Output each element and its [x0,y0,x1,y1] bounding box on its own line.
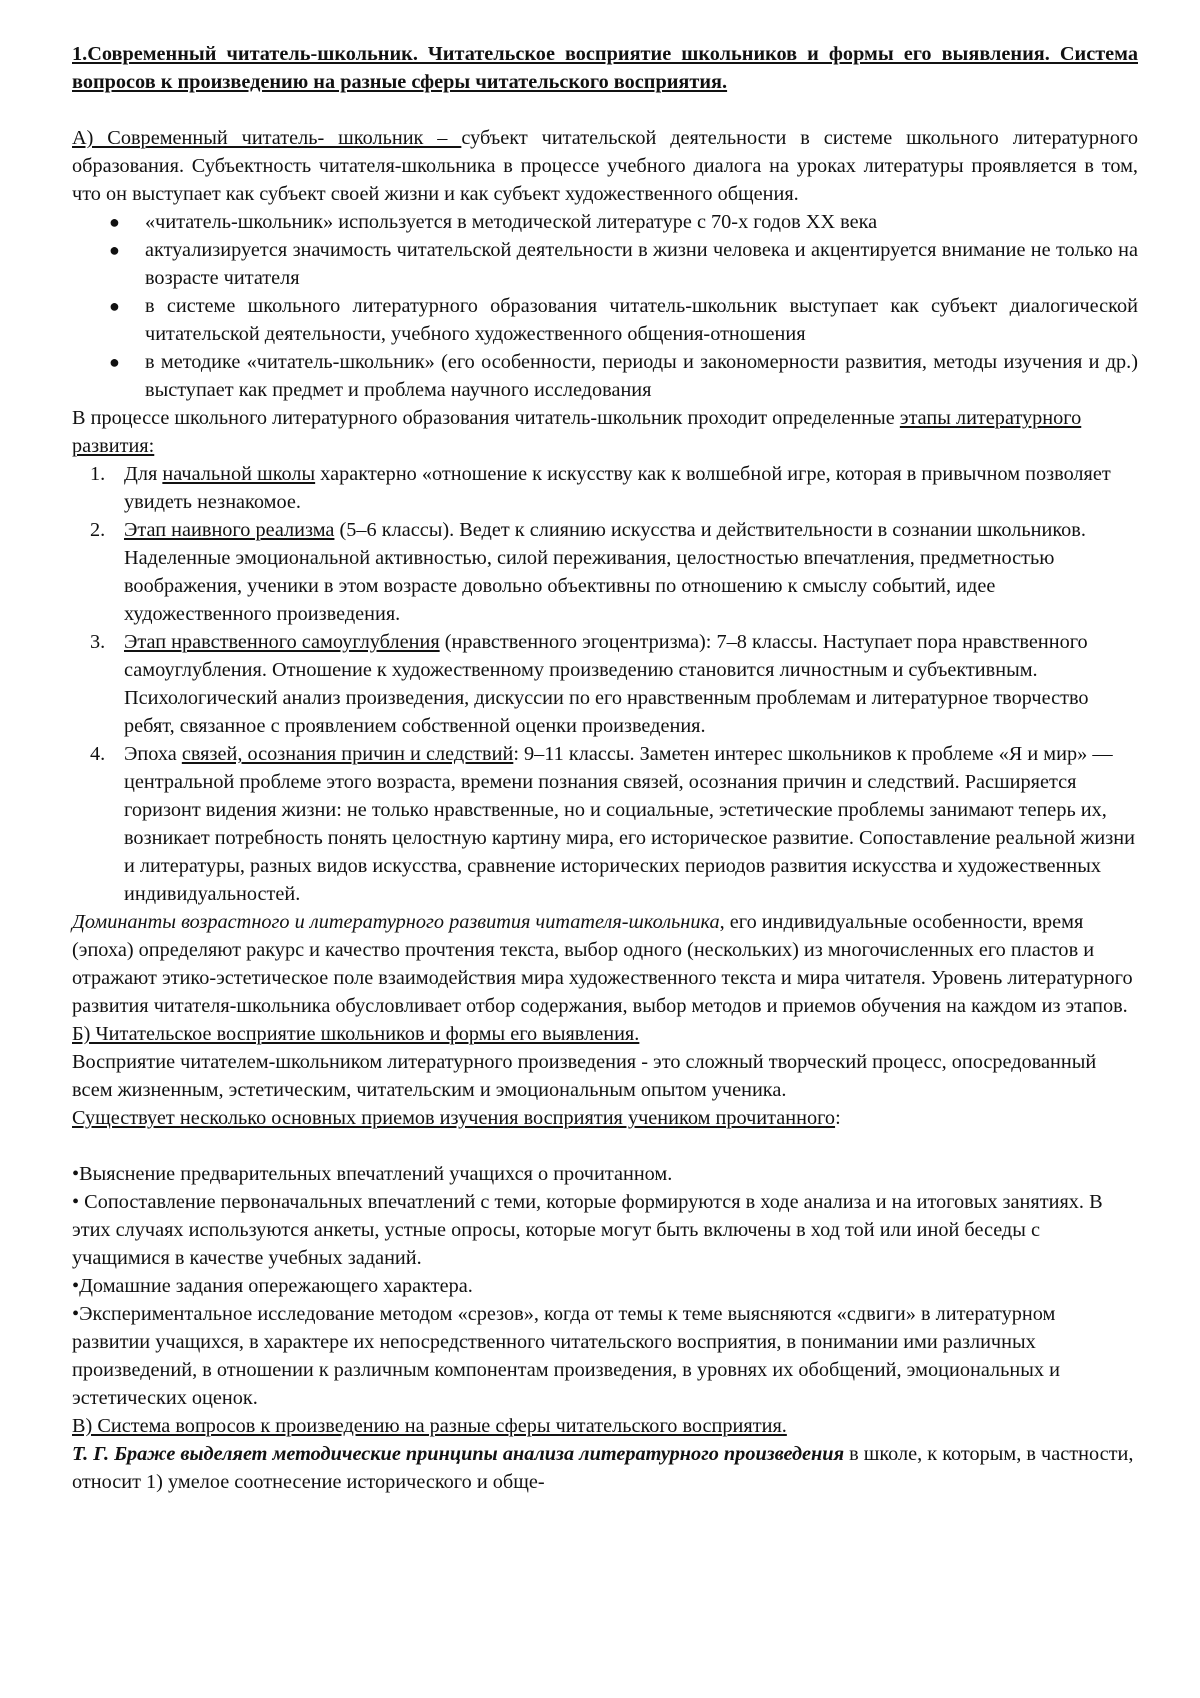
methods-intro [72,1104,1138,1132]
list-item [109,292,1138,348]
list-item [90,460,1138,516]
stages-intro [72,404,1138,460]
list-item: •Выяснение предварительных впечатлений учащихся о прочитанном. [72,1163,673,1185]
list-number: 4. [90,743,106,765]
list-item [109,236,1138,292]
list-item: •Домашние задания опережающего характера. [72,1275,473,1297]
stage-name: Этап наивного реализма [124,519,335,541]
section-c-text: в школе, к которым, в частности, относит 1) умелое соотнесение исторического и обще- [72,1443,1134,1493]
bullet-icon: ● [109,296,120,316]
stage-text-after: (нравственного эгоцентризма): 7–8 классы. Наступает пора нравственного самоуглубления. Отношение к художественному произведению становится личностным и субъективным. Психологический анализ произведения, дискуссии по его нравственным проблемам и литературное творчество ребят, связанное с проявлением собственной оценки произведения. [124,631,1089,737]
list-item [90,628,1138,740]
list-item: •Экспериментальное исследование методом «срезов», когда от темы к теме выясняются «сдвиги» в литературном развитии учащихся, в характере их непосредственного читательского восприятия, в понимании ими различных произведений, в отношении к различным компонентам произведения, в уровнях их обобщений, эмоциональных и эстетических оценок. [72,1303,1060,1409]
list-item-text: «читатель-школьник» используется в методической литературе с 70-х годов ХХ века [145,211,878,233]
dominants-text: , его индивидуальные особенности, время (эпоха) определяют ракурс и качество прочтения текста, выбор одного (нескольких) из многочисленных его пластов и отражают этико-эстетическое поле взаимодействия мира художественного текста и мира читателя. Уровень литературного развития читателя-школьника обусловливает отбор содержания, выбор методов и приемов обучения на каждом из этапов. [72,911,1133,1017]
section-a-bullet-list [72,208,1138,404]
list-item [109,348,1138,404]
list-item [90,740,1138,908]
section-b-heading: Б) Читательское восприятие школьников и формы его выявления. [72,1023,640,1045]
list-number: 2. [90,519,106,541]
section-c-heading: В) Система вопросов к произведению на разные сферы читательского восприятия. [72,1415,787,1437]
spacer [72,96,1138,124]
section-c-bold-italic: Т. Г. Браже выделяет методические принципы анализа литературного произведения [72,1443,845,1465]
section-a-paragraph [72,124,1138,208]
methods-intro-colon: : [835,1107,841,1129]
list-item [109,208,1138,236]
section-b-text: Восприятие читателем-школьником литературного произведения - это сложный творческий процесс, опосредованный всем жизненным, эстетическим, читательским и эмоциональным опытом ученика. [72,1051,1097,1101]
list-item [90,516,1138,628]
bullet-icon: ● [109,212,120,232]
stage-text-before: Для [124,463,163,485]
bullet-icon: ● [109,352,120,372]
stages-intro-underlined: этапы литературного развития: [72,407,1082,457]
page-title: 1.Современный читатель-школьник. Читательское восприятие школьников и формы его выявления. Система вопросов к произведению на разные сферы читательского восприятия. [72,43,1138,93]
stage-text-before: Эпоха [124,743,182,765]
list-item-text: в системе школьного литературного образования читатель-школьник выступает как субъект диалогической читательской деятельности, учебного художественного общения-отношения [145,295,1138,345]
bullet-icon: ● [109,240,120,260]
stage-name: начальной школы [162,463,316,485]
list-item-text: актуализируется значимость читательской деятельности в жизни человека и акцентируется внимание не только на возрасте читателя [145,239,1138,289]
list-item: • Сопоставление первоначальных впечатлений с теми, которые формируются в ходе анализа и на итоговых занятиях. В этих случаях используются анкеты, устные опросы, которые могут быть включены в ход той или иной беседы с учащимися в качестве учебных заданий. [72,1191,1103,1269]
methods-intro-text: Существует несколько основных приемов изучения восприятия учеником прочитанного [72,1107,836,1129]
stage-text-after: (5–6 классы). Ведет к слиянию искусства и действительности в сознании школьников. Наделенные эмоциональной активностью, силой переживания, целостностью впечатления, предметностью воображения, ученики в этом возрасте довольно объективны по отношению к смыслу событий, идее художественного произведения. [124,519,1086,625]
stage-name: Этап нравственного самоуглубления [124,631,440,653]
section-a-heading: А) Современный читатель- школьник – [72,127,462,149]
stage-text-after: : 9–11 классы. Заметен интерес школьников к проблеме «Я и мир» — центральной проблеме этого возраста, времени познания связей, осознания причин и следствий. Расширяется горизонт видения жизни: не только нравственные, но и социальные, эстетические проблемы занимают теперь их, возникает потребность понять целостную картину мира, его историческое развитие. Сопоставление реальной жизни и литературы, разных видов искусства, сравнение исторических периодов развития искусства и художественных индивидуальностей. [124,743,1135,905]
section-a-text: субъект читательской деятельности в системе школьного литературного образования. Субъектность читателя-школьника в процессе учебного диалога на уроках литературы проявляется в том, что он выступает как субъект своей жизни и как субъект художественного общения. [72,127,1138,205]
stages-intro-text: В процессе школьного литературного образования читатель-школьник проходит определенные [72,407,900,429]
section-c-paragraph [72,1440,1138,1496]
list-number: 3. [90,631,106,653]
dominants-italic: Доминанты возрастного и литературного развития читателя-школьника [72,911,720,933]
spacer [72,1132,1138,1160]
stage-name: связей, осознания причин и следствий [181,743,514,765]
list-item-text: в методике «читатель-школьник» (его особенности, периоды и закономерности развития, методы изучения и др.) выступает как предмет и проблема научного исследования [145,351,1138,401]
dominants-paragraph [72,908,1138,1020]
list-number: 1. [90,463,106,485]
stage-text-after: характерно «отношение к искусству как к волшебной игре, которая в привычном позволяет увидеть незнакомое. [124,463,1111,513]
stages-list [72,460,1138,908]
